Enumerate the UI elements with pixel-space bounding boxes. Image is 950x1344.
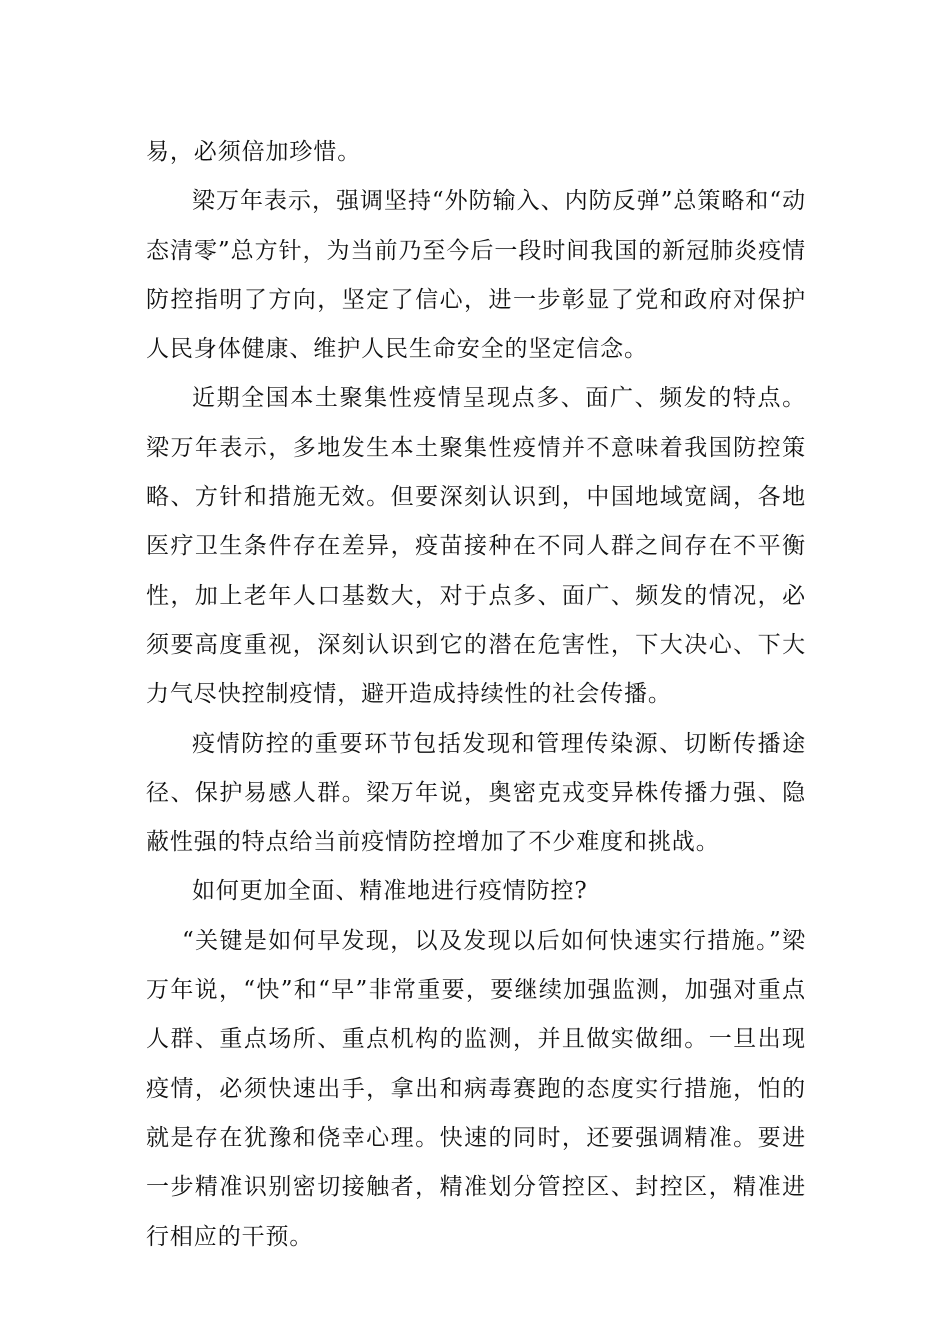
- paragraph-early-detection: “关键是如何早发现，以及发现以后如何快速实行措施。”梁万年说，“快”和“早”非常重要，要继续加强监测，加强对重点人群、重点场所、重点机构的监测，并且做实做细。一旦出现疫情，必须快速出手，拿出和病毒赛跑的态度实行措施，怕的就是存在犹豫和侥幸心理。快速的同时，还要强调精准。要进一步精准识别密切接触者，精准划分管控区、封控区，精准进行相应的干预。: [146, 927, 806, 1250]
- paragraph-key-links: 疫情防控的重要环节包括发现和管理传染源、切断传播途径、保护易感人群。梁万年说，奥密克戎变异株传播力强、隐蔽性强的特点给当前疫情防控增加了不少难度和挑战。: [146, 730, 806, 856]
- paragraph-question: 如何更加全面、精准地进行疫情防控?: [192, 878, 588, 905]
- paragraph-cluster-outbreaks: 近期全国本土聚集性疫情呈现点多、面广、频发的特点。梁万年表示，多地发生本土聚集性疫情并不意味着我国防控策略、方针和措施无效。但要深刻认识到，中国地域宽阔，各地医疗卫生条件存在差异，疫苗接种在不同人群之间存在不平衡性，加上老年人口基数大，对于点多、面广、频发的情况，必须要高度重视，深刻认识到它的潜在危害性，下大决心、下大力气尽快控制疫情，避开造成持续性的社会传播。: [146, 385, 806, 708]
- paragraph-strategy: 梁万年表示，强调坚持“外防输入、内防反弹”总策略和“动态清零”总方针，为当前乃至今后一段时间我国的新冠肺炎疫情防控指明了方向，坚定了信心，进一步彰显了党和政府对保护人民身体健康、维护人民生命安全的坚定信念。: [146, 188, 806, 363]
- article-body: [146, 128, 806, 1262]
- paragraph-continuation: 易，必须倍加珍惜。: [146, 139, 362, 165]
